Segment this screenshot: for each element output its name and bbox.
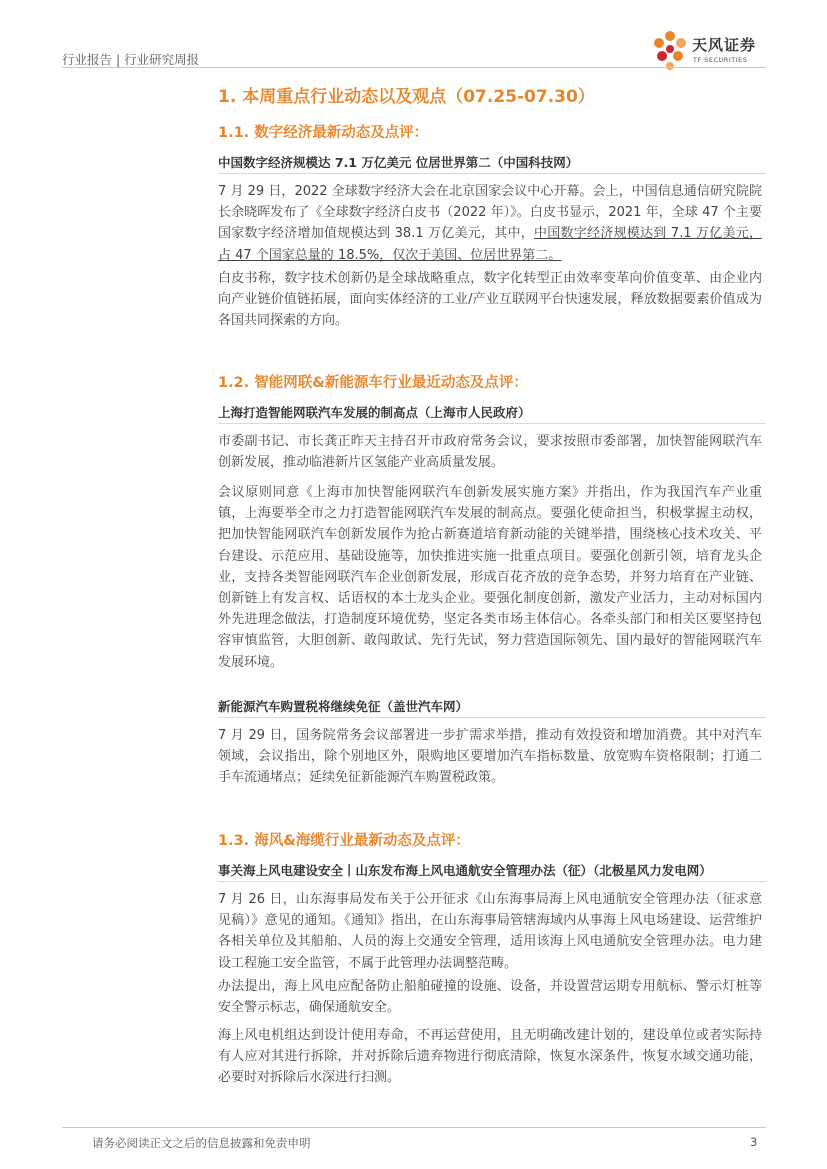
logo-chinese-text: 天风证券 [692,36,757,54]
paragraph [218,181,762,266]
underlined-text: 中国数字经济规模达到 7.1 万亿美元，占 47 个国家总量的 18.5%，仅次于美国、位居世界第二。 [218,226,762,263]
subsection-heading-ev: 1.2. 智能网联&新能源车行业最近动态及点评： [218,375,528,391]
news-title-divider [218,173,766,174]
news-title-divider [218,881,766,882]
paragraph: 会议原则同意《上海市加快智能网联汽车创新发展实施方案》并指出，作为我国汽车产业重镇，上海要举全市之力打造智能网联汽车发展的制高点。要强化使命担当，积极掌握主动权，把加快智能网联汽车创新发展作为抢占新赛道培育新动能的关键举措，围绕核心技术攻关、平台建设、示范应用、基础设施等，加快推进实施一批重点项目。要强化创新引领，培育龙头企业，支持各类智能网联汽车企业创新发展，形成百花齐放的竞争态势，并努力培育在产业链、创新链上有发言权、话语权的本土龙头企业。要强化制度创新，激发产业活力，主动对标国内外先进理念做法，打造制度环境优势，坚定各类市场主体信心。各牵头部门和相关区要坚持包容审慎监管，大胆创新、敢闯敢试、先行先试，努力营造国际领先、国内最好的智能网联汽车发展环境。 [218,485,762,670]
news-title: 事关海上风电建设安全丨山东发布海上风电通航安全管理办法（征）（北极星风力发电网） [218,863,712,878]
news-title: 中国数字经济规模达 7.1 万亿美元 位居世界第二（中国科技网） [218,155,579,170]
paragraph: 7 月 26 日，山东海事局发布关于公开征求《山东海事局海上风电通航安全管理办法（征求意见稿）》意见的通知。《通知》指出，在山东海事局管辖海域内从事海上风电场建设、运营维护各相关单位及其船舶、人员的海上交通安全管理，适用该海上风电通航安全管理办法。电力建设工程施工安全监管，不属于此管理办法调整范畴。 [218,892,762,971]
paragraph: 7 月 29 日，国务院常务会议部署进一步扩需求举措，推动有效投资和增加消费。其中对汽车领域，会议指出，除个别地区外，限购地区要增加汽车指标数量、放宽购车资格限制；打通二手车流通堵点；延续免征新能源汽车购置税政策。 [218,728,762,786]
footer-divider [62,1127,766,1128]
footer-disclaimer: 请务必阅读正文之后的信息披露和免责申明 [92,1136,311,1150]
news-title-divider [218,423,766,424]
news-title-divider [218,717,766,718]
page-number: 3 [750,1135,758,1149]
paragraph: 市委副书记、市长龚正昨天主持召开市政府常务会议，要求按照市委部署，加快智能网联汽车创新发展，推动临港新片区氢能产业高质量发展。 [218,434,762,471]
paragraph-text: 7 月 29 日，2022 全球数字经济大会在北京国家会议中心开幕。会上，中国信息通信研究院院长余晓晖发布了《全球数字经济白皮书（2022 年）》。白皮书显示，2021 年，全球 47 个主要国家数字经济增加值规模达到 38.1 万亿美元，其中， [218,184,762,242]
subsection-heading-offshore-wind: 1.3. 海风&海缆行业最新动态及点评： [218,833,470,849]
news-title: 新能源汽车购置税将继续免征（盖世汽车网） [218,699,469,714]
paragraph: 白皮书称，数字技术创新仍是全球战略重点，数字化转型正由效率变革向价值变革、由企业内向产业链价值链拓展，面向实体经济的工业/产业互联网平台快速发展，释放数据要素价值成为各国共同探索的方向。 [218,271,762,329]
paragraph: 海上风电机组达到设计使用寿命，不再运营使用，且无明确改建计划的，建设单位或者实际持有人应对其进行拆除，并对拆除后遗弃物进行彻底清除，恢复水深条件，恢复水域交通功能，必要时对拆除后水深进行扫测。 [218,1028,762,1086]
section-title: 1. 本周重点行业动态以及观点（07.25-07.30） [218,87,595,107]
report-type-label: 行业报告 | 行业研究周报 [62,52,200,67]
subsection-heading-digital-economy: 1.1. 数字经济最新动态及点评： [218,125,429,141]
news-title: 上海打造智能网联汽车发展的制高点（上海市人民政府） [218,405,531,420]
logo-english-text: TF SECURITIES [693,56,748,64]
paragraph: 办法提出，海上风电应配备防止船舶碰撞的设施、设备，并设置营运期专用航标、警示灯桩等安全警示标志，确保通航安全。 [218,979,762,1016]
header-divider [62,67,766,68]
